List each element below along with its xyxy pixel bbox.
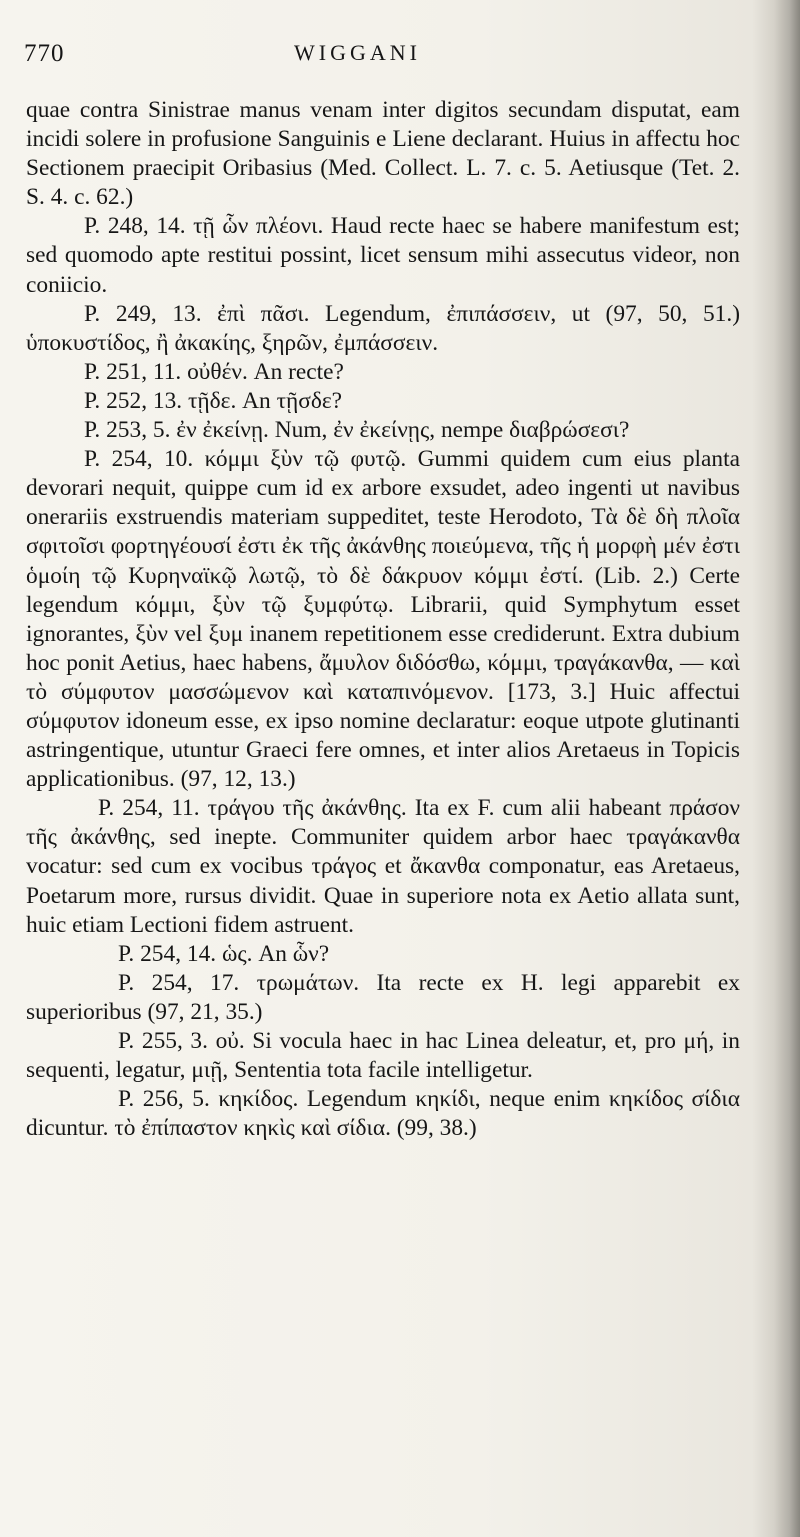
note-p255-3: P. 255, 3. οὐ. Si vocula haec in hac Linea deleatur, et, pro μή, in sequenti, legatur, μιῇ, Sententia tota facile intelligetur. <box>26 1028 740 1084</box>
note-p253-5: P. 253, 5. ἐν ἐκείνῃ. Num, ἐν ἐκείνῃς, nempe διαβρώσεσι? <box>84 417 630 444</box>
running-head: WIGGANI <box>294 40 421 65</box>
note-p251-11: P. 251, 11. οὐθέν. An recte? <box>84 358 344 385</box>
note-p252-13: P. 252, 13. τῇδε. An τῇσδε? <box>84 387 343 414</box>
paragraph-1: quae contra Sinistrae manus venam inter digitos secundam disputat, eam incidi solere in profusione Sanguinis e Liene declarant. Huius in affectu hoc Sectionem praecipit Oribasius (Med. Collect. L. 7. c. 5. Aetiusque (Tet. 2. S. 4. c. 62.) <box>26 97 740 211</box>
note-p256-5: P. 256, 5. κηκίδος. Legendum κηκίδι, neque enim κηκίδος σίδια dicuntur. τὸ ἐπίπαστον κηκὶς καὶ σίδια. (99, 38.) <box>26 1086 740 1142</box>
page-binding-shadow <box>774 0 800 1537</box>
note-p254-14: P. 254, 14. ὡς. An ὧν? <box>118 940 330 967</box>
note-p248-14: P. 248, 14. τῇ ὧν πλέονι. Haud recte haec se habere manifestum est; sed quomodo apte restitui possint, licet sensum mihi assecutus videor, non coniicio. <box>26 213 740 298</box>
page-number: 770 <box>24 40 65 67</box>
note-p254-17: P. 254, 17. τρωμάτων. Ita recte ex H. legi apparebit ex superioribus (97, 21, 35.) <box>26 969 740 1025</box>
note-p249-13: P. 249, 13. ἐπὶ πᾶσι. Legendum, ἐπιπάσσειν, ut (97, 50, 51.) ὑποκυστίδος, ἢ ἀκακίης, ξηρῶν, ἐμπάσσειν. <box>26 300 740 356</box>
page-header <box>24 40 724 76</box>
note-p254-11: P. 254, 11. τράγου τῆς ἀκάνθης. Ita ex F. cum alii habeant πράσον τῆς ἀκάνθης, sed inepte. Communiter quidem arbor haec τραγάκανθα vocatur: sed cum ex vocibus τράγος et ἄκανθα componatur, eas Aretaeus, Poetarum more, rursus dividit. Quae in superiore nota ex Aetio allata sunt, huic etiam Lectioni fidem astruent. <box>26 795 740 938</box>
note-p254-10: P. 254, 10. κόμμι ξὺν τῷ φυτῷ. Gummi quidem cum eius planta devorari nequit, quippe cum id ex arbore exsudet, adeo ingenti ut navibus onerariis exstruendis materiam suppeditet, teste Herodoto, Τὰ δὲ δὴ πλοῖα σφιτοῖσι φορτηγέουσί ἐστι ἐκ τῆς ἀκάνθης ποιεύμενα, τῆς ἡ μορφὴ μέν ἐστι ὁμοίη τῷ Κυρηναϊκῷ λωτῷ, τὸ δὲ δάκρυον κόμμι ἐστί. (Lib. 2.) Certe legendum κόμμι, ξὺν τῷ ξυμφύτῳ. Librarii, quid Symphytum esset ignorantes, ξὺν vel ξυμ inanem repetitionem esse crediderunt. Extra dubium hoc ponit Aetius, haec habens, ἄμυλον διδόσθω, κόμμι, τραγάκανθα, — καὶ τὸ σύμφυτον μασσώμενον καὶ καταπινόμενον. [173, 3.] Huic affectui σύμφυτον idoneum esse, ex ipso nomine declaratur: eoque utpote glutinanti astringentique, utuntur Graeci fere omnes, et inter alios Aretaeus in Topicis applicationibus. (97, 12, 13.) <box>26 446 740 793</box>
main-text <box>26 96 740 1143</box>
